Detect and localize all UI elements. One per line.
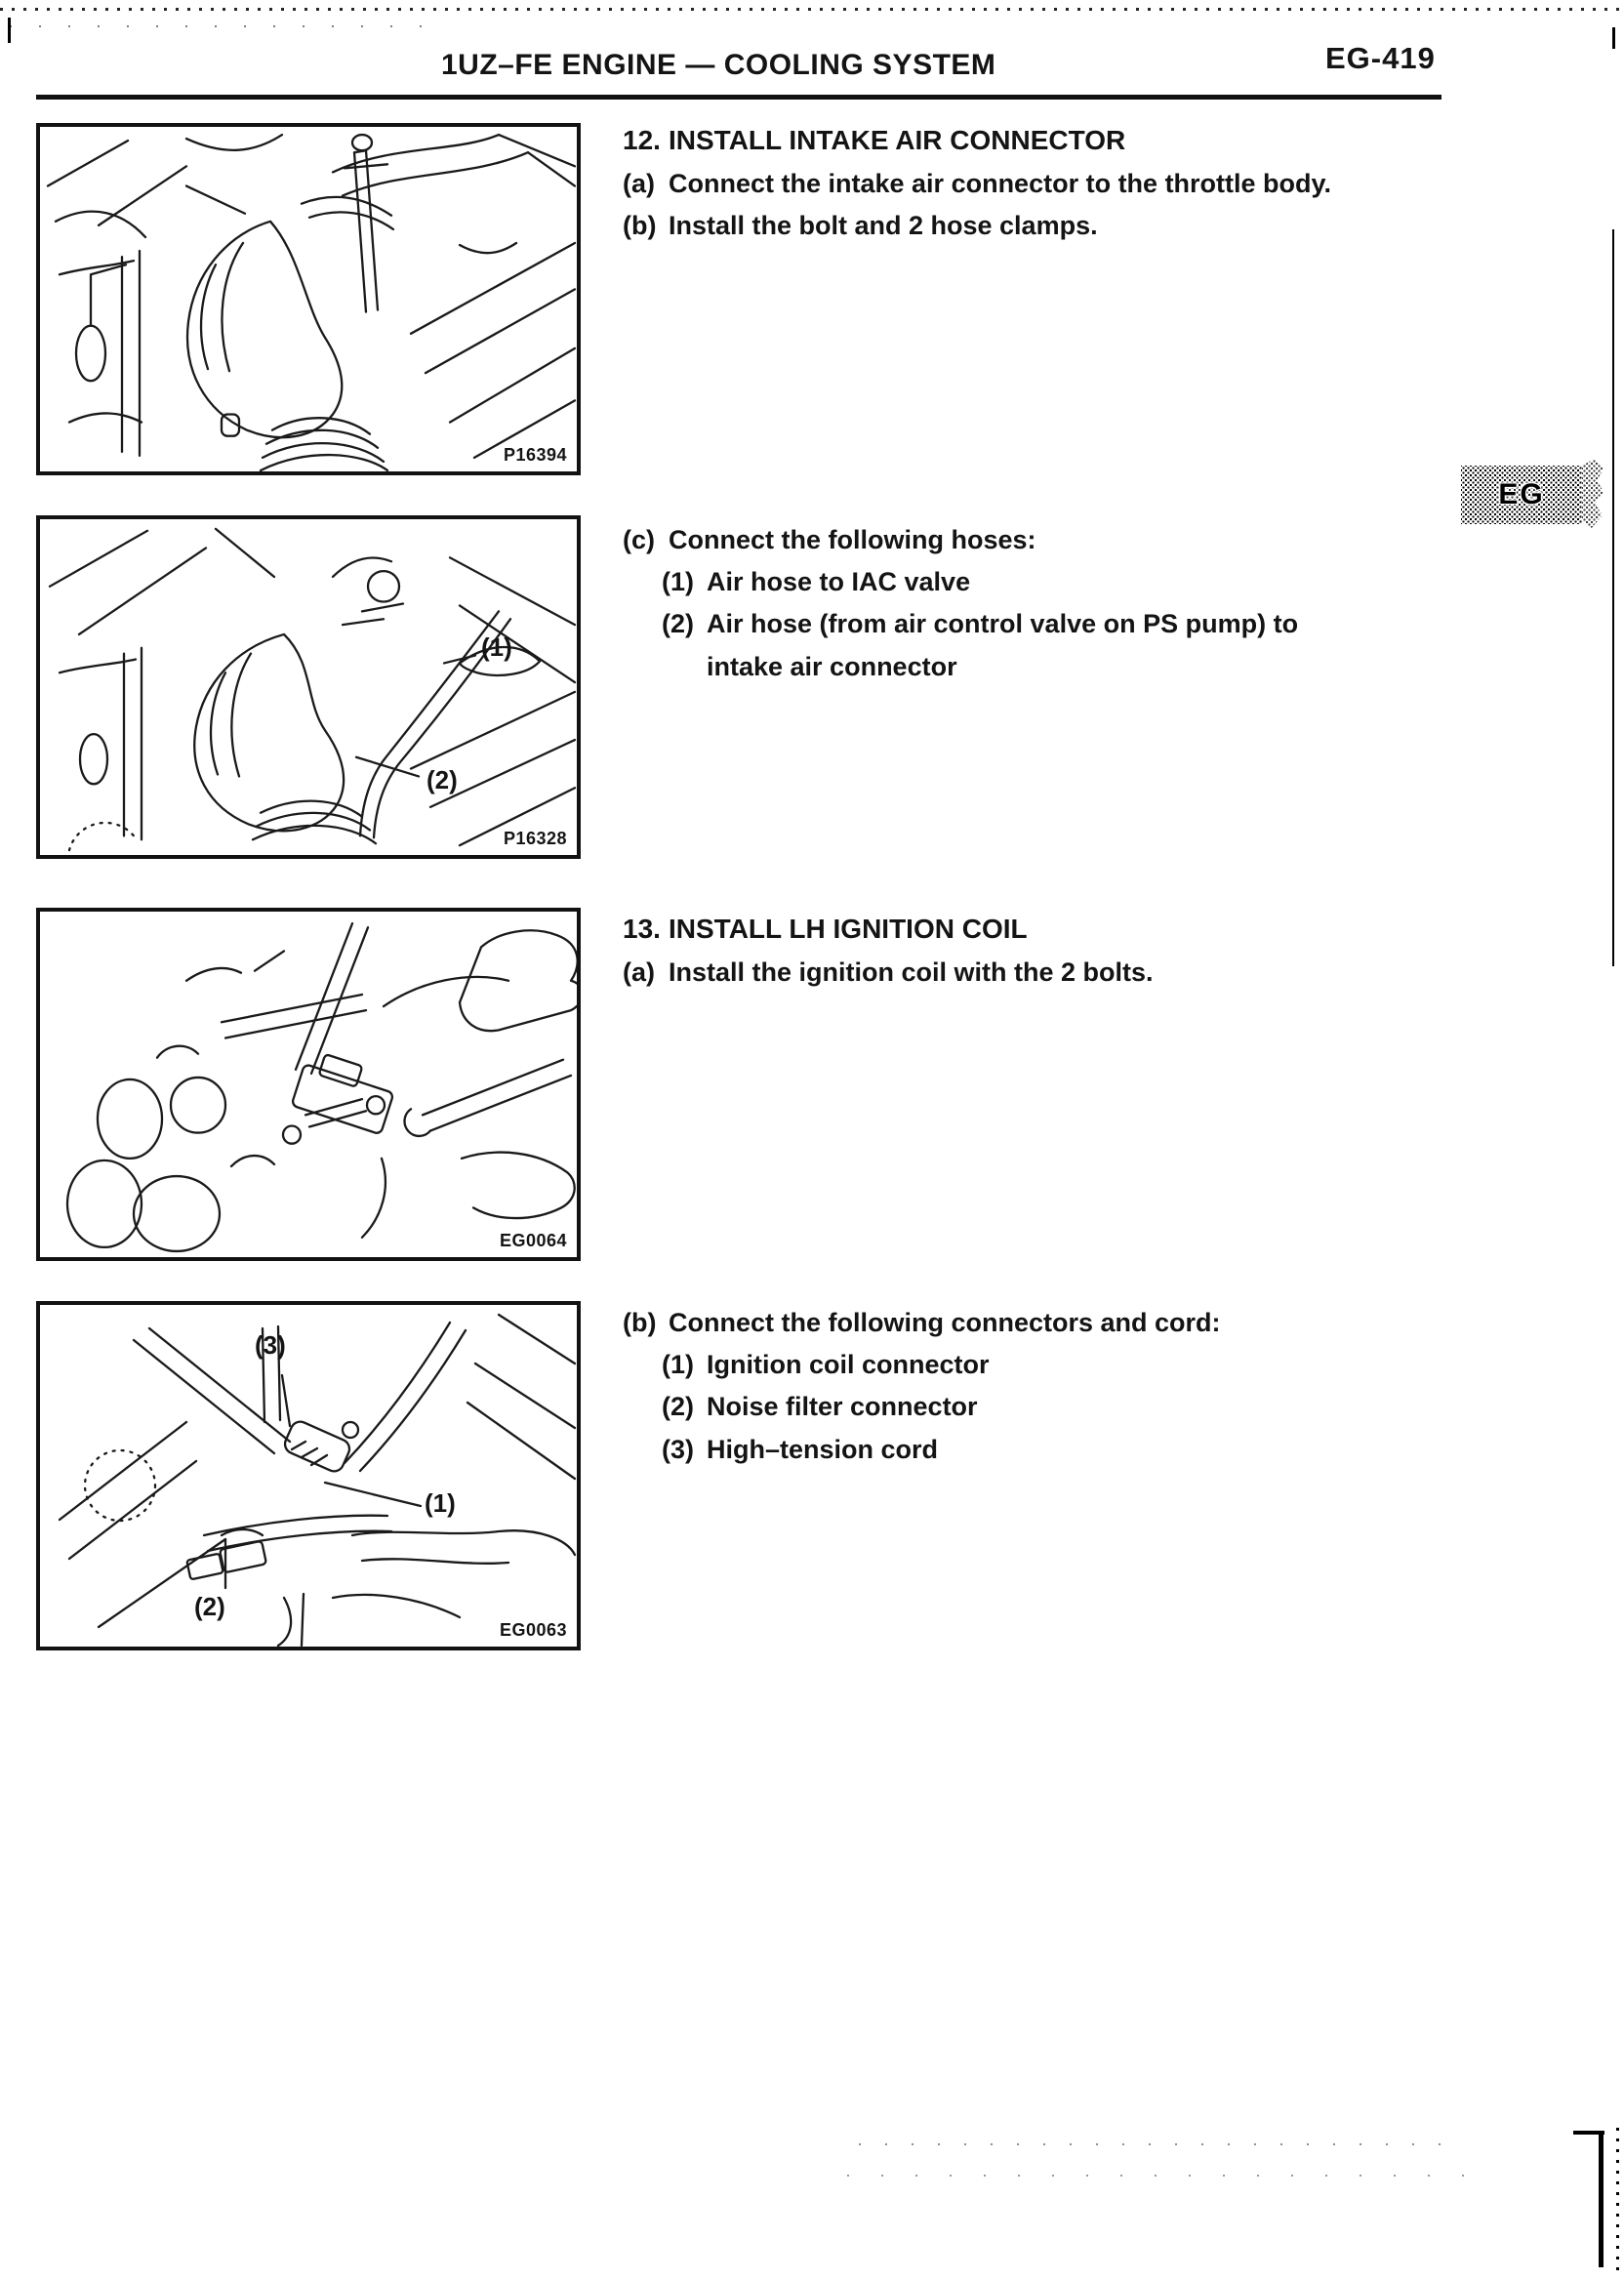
item-text: Noise filter connector — [707, 1392, 978, 1422]
item-label: (1) — [662, 567, 694, 597]
list-item — [662, 603, 1482, 645]
section-12 — [623, 119, 1482, 247]
figure-hose-connections — [36, 515, 581, 859]
scan-speckle-row — [859, 2143, 1464, 2145]
figure-ignition-coil-install — [36, 908, 581, 1261]
step-label: (a) — [623, 957, 655, 987]
bottom-bracket-vertical — [1599, 2131, 1604, 2267]
callout-2: (2) — [426, 765, 458, 794]
list-item — [662, 1344, 1482, 1386]
section-13-heading — [623, 908, 1482, 952]
bottom-edge-dots — [1616, 2128, 1619, 2274]
step-text: Install the bolt and 2 hose clamps. — [669, 210, 1098, 240]
engine-line-art — [40, 912, 577, 1257]
section-number: 13. — [623, 914, 661, 944]
figure-code: EG0064 — [496, 1231, 567, 1251]
perforation-dots-sparse — [10, 25, 429, 27]
step-text: Connect the following connectors and cord: — [669, 1308, 1221, 1337]
callout-3: (3) — [255, 1330, 286, 1360]
section-title: INSTALL LH IGNITION COIL — [669, 914, 1028, 944]
step-label: (b) — [623, 210, 657, 240]
engine-line-art — [40, 519, 577, 855]
engine-line-art — [40, 127, 577, 471]
step-a — [623, 952, 1482, 994]
list-item — [662, 561, 1482, 603]
section-12-step-c — [623, 519, 1482, 688]
figure-code: EG0063 — [496, 1620, 567, 1641]
item-label: (2) — [662, 609, 694, 639]
item-text: High–tension cord — [707, 1434, 939, 1464]
item-label: (1) — [662, 1350, 694, 1380]
list-item — [662, 1386, 1482, 1428]
item-label: (2) — [662, 1392, 694, 1422]
page-title: 1UZ–FE ENGINE — COOLING SYSTEM — [441, 49, 996, 81]
step-label: (a) — [623, 168, 655, 198]
step-c — [623, 519, 1482, 561]
callout-1: (1) — [425, 1488, 456, 1518]
step-b — [623, 205, 1482, 247]
item-text: Ignition coil connector — [707, 1350, 990, 1380]
engine-line-art — [40, 1305, 577, 1647]
step-label: (b) — [623, 1308, 657, 1337]
scan-speckle-row — [847, 2175, 1464, 2177]
callout-1: (1) — [481, 632, 512, 662]
step-text: Connect the following hoses: — [669, 525, 1036, 554]
section-tab-eg — [1461, 466, 1582, 524]
item-text: Air hose to IAC valve — [707, 567, 971, 597]
step-label: (c) — [623, 525, 655, 554]
step-b — [623, 1302, 1482, 1344]
item-label: (3) — [662, 1434, 694, 1464]
section-title: INSTALL INTAKE AIR CONNECTOR — [669, 125, 1126, 155]
callout-2: (2) — [194, 1592, 225, 1621]
figure-intake-air-connector — [36, 123, 581, 475]
figure-code: P16328 — [500, 829, 567, 849]
section-number: 12. — [623, 125, 661, 155]
section-12-heading — [623, 119, 1482, 163]
figure-code: P16394 — [500, 445, 567, 466]
right-edge-rule — [1612, 229, 1614, 966]
section-tab-label: EG — [1498, 478, 1545, 510]
perforation-dots — [0, 8, 1624, 11]
section-13 — [623, 908, 1482, 994]
step-a — [623, 163, 1482, 205]
header-rule — [36, 95, 1441, 100]
step-text: Connect the intake air connector to the throttle body. — [669, 168, 1332, 198]
figure-coil-connectors — [36, 1301, 581, 1650]
list-item — [662, 1429, 1482, 1471]
item-text-continued: intake air connector — [707, 651, 957, 681]
right-edge-mark-top — [1612, 27, 1615, 49]
left-edge-mark — [8, 18, 11, 43]
item-text: Air hose (from air control valve on PS pump) to — [707, 609, 1299, 639]
section-tab-edge-noise — [1582, 459, 1604, 531]
section-13-step-b — [623, 1302, 1482, 1471]
page-number: EG-419 — [1325, 41, 1436, 75]
step-text: Install the ignition coil with the 2 bolts. — [669, 957, 1154, 987]
